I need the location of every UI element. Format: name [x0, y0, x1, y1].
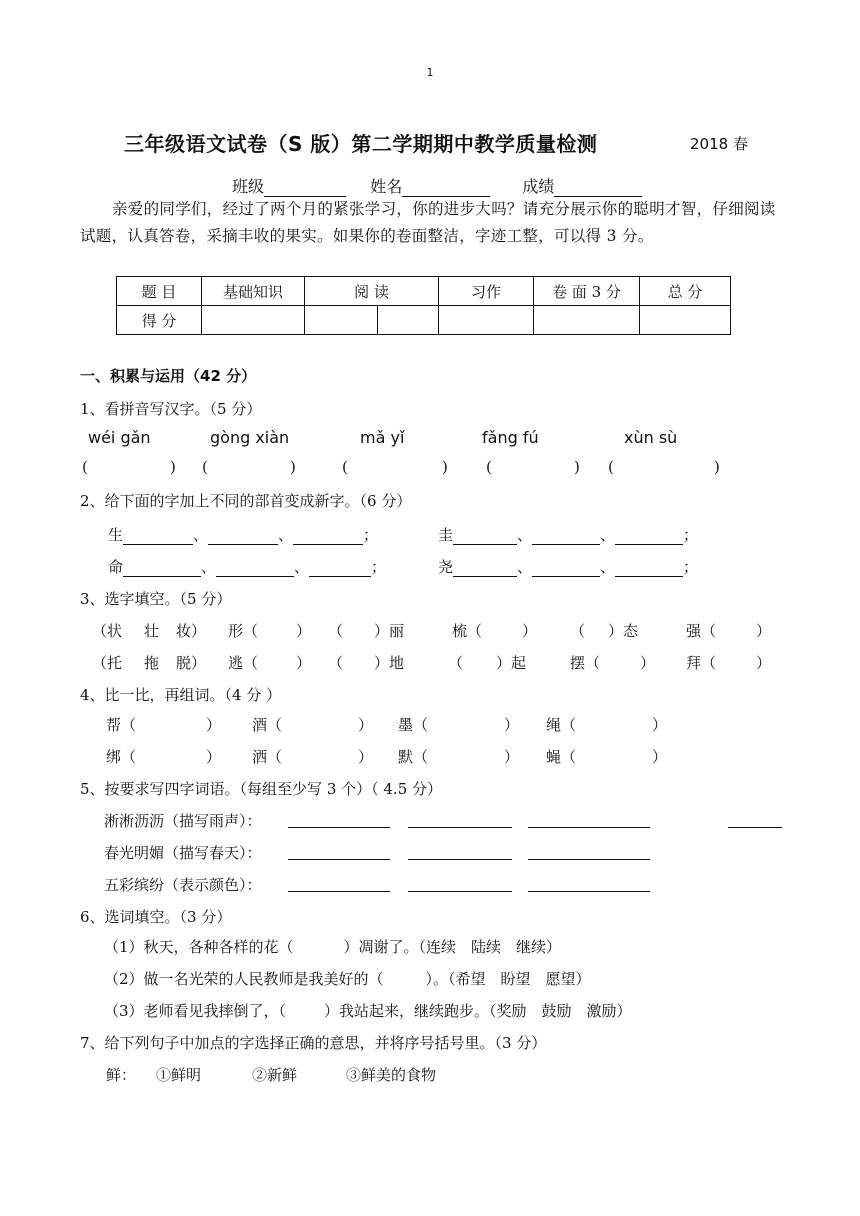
- score-cell[interactable]: [305, 306, 378, 335]
- q6-item: [104, 936, 561, 957]
- page-number: 1: [426, 66, 434, 79]
- answer-bracket-close: ): [290, 458, 296, 476]
- score-cell[interactable]: [640, 306, 731, 335]
- q4-token: ）: [504, 716, 520, 734]
- answer-blank[interactable]: [453, 561, 517, 577]
- q2-row-2-right: [438, 556, 698, 577]
- q4-token: ）: [652, 748, 668, 766]
- question-3-prompt: 3、选字填空。（5 分）: [80, 590, 232, 608]
- semicolon: ；: [371, 558, 387, 576]
- q7-option: ③鲜美的食物: [346, 1066, 437, 1084]
- score-cell[interactable]: [202, 306, 305, 335]
- q7-option: ①鲜明: [156, 1066, 202, 1084]
- answer-blank[interactable]: [615, 561, 683, 577]
- q3-token: ）: [756, 654, 772, 672]
- q5-item-label: 淅淅沥沥（描写雨声）：: [104, 812, 262, 830]
- pinyin-item: xùn sù: [624, 428, 678, 447]
- question-7-prompt: 7、给下列句子中加点的字选择正确的意思，并将序号括号里。（3 分）: [80, 1034, 547, 1052]
- q3-token: ）: [296, 654, 312, 672]
- q3-token: （托: [92, 654, 123, 672]
- header-cell: 阅 读: [305, 277, 439, 306]
- pinyin-item: wéi gǎn: [88, 428, 151, 447]
- answer-bracket-close: ): [574, 458, 580, 476]
- semicolon: ；: [683, 526, 699, 544]
- q6-item-options: ）凋谢了。（连续 陆续 继续）: [343, 938, 562, 956]
- answer-blank[interactable]: [123, 561, 201, 577]
- base-character: 圭: [438, 526, 454, 544]
- answer-bracket-open: (: [486, 458, 492, 476]
- separator: 、: [294, 558, 310, 576]
- class-label: 班级: [232, 177, 265, 196]
- q3-token: （: [448, 654, 464, 672]
- answer-blank[interactable]: [288, 812, 390, 828]
- intro-paragraph: 亲爱的同学们，经过了两个月的紧张学习，你的进步大吗？请充分展示你的聪明才智，仔细阅读试题，认真答卷，采摘丰收的果实。如果你的卷面整洁，字迹工整，可以得 3 分。: [80, 200, 776, 245]
- row-label-cell: 得 分: [117, 306, 202, 335]
- q5-item-label: 春光明媚（描写春天）：: [104, 844, 262, 862]
- section-title: 一、积累与运用（42 分）: [80, 367, 257, 385]
- q4-token: ）: [358, 716, 374, 734]
- q4-token: ）: [358, 748, 374, 766]
- answer-bracket-open: (: [342, 458, 348, 476]
- name-blank[interactable]: [402, 180, 490, 197]
- q4-token: ）: [206, 716, 222, 734]
- q3-token: ）丽: [374, 622, 405, 640]
- header-cell: 卷 面 3 分: [534, 277, 640, 306]
- answer-blank[interactable]: [216, 561, 294, 577]
- header-cell: 总 分: [640, 277, 731, 306]
- separator: 、: [193, 526, 209, 544]
- answer-bracket-close: ): [170, 458, 176, 476]
- semicolon: ；: [363, 526, 379, 544]
- answer-blank[interactable]: [123, 529, 193, 545]
- q6-item: [104, 968, 591, 989]
- q7-word: 鲜：: [106, 1066, 137, 1084]
- q4-token: 墨（: [398, 716, 429, 734]
- q2-row-2-left: [108, 556, 386, 577]
- class-blank[interactable]: [264, 180, 346, 197]
- score-cell[interactable]: [534, 306, 640, 335]
- answer-blank[interactable]: [408, 844, 512, 860]
- answer-bracket-close: ): [442, 458, 448, 476]
- q3-token: 摆（: [570, 654, 601, 672]
- q3-token: ）态: [608, 622, 639, 640]
- q4-token: 帮（: [106, 716, 137, 734]
- q4-token: ）: [504, 748, 520, 766]
- q4-token: 默（: [398, 748, 429, 766]
- student-info: [232, 174, 642, 197]
- answer-bracket-close: ): [714, 458, 720, 476]
- separator: 、: [517, 558, 533, 576]
- q3-token: （: [328, 654, 344, 672]
- question-2-prompt: 2、给下面的字加上不同的部首变成新字。（6 分）: [80, 492, 412, 510]
- q3-token: ）: [756, 622, 772, 640]
- answer-bracket-open: (: [202, 458, 208, 476]
- q3-token: 拜（: [686, 654, 717, 672]
- q3-token: 脱）: [176, 654, 207, 672]
- q7-option: ②新鲜: [252, 1066, 298, 1084]
- base-character: 命: [108, 558, 124, 576]
- q3-token: 妆）: [176, 622, 207, 640]
- answer-blank[interactable]: [532, 561, 600, 577]
- answer-blank[interactable]: [293, 529, 363, 545]
- answer-blank[interactable]: [208, 529, 278, 545]
- answer-bracket-open: (: [608, 458, 614, 476]
- q2-row-1-right: [438, 524, 698, 545]
- exam-year: 2018 春: [690, 135, 748, 153]
- answer-blank[interactable]: [288, 844, 390, 860]
- q4-token: 绑（: [106, 748, 137, 766]
- q3-token: ）起: [496, 654, 527, 672]
- answer-blank[interactable]: [408, 812, 512, 828]
- base-character: 生: [108, 526, 124, 544]
- score-table: [116, 276, 731, 335]
- q3-token: 逃（: [228, 654, 259, 672]
- separator: 、: [600, 526, 616, 544]
- separator: 、: [201, 558, 217, 576]
- q4-token: 洒（: [252, 748, 283, 766]
- q3-token: 壮: [144, 622, 160, 640]
- answer-bracket-open: (: [82, 458, 88, 476]
- answer-blank[interactable]: [309, 561, 371, 577]
- q3-token: ）: [640, 654, 656, 672]
- score-table-score-row: [117, 306, 731, 335]
- q4-token: 酒（: [252, 716, 283, 734]
- score-cell[interactable]: [439, 306, 534, 335]
- answer-blank[interactable]: [408, 876, 512, 892]
- q6-item-options: ）我站起来，继续跑步。（奖励 鼓励 激励）: [324, 1002, 632, 1020]
- q4-token: 绳（: [546, 716, 577, 734]
- q3-token: ）: [522, 622, 538, 640]
- answer-blank[interactable]: [532, 529, 600, 545]
- score-table-header-row: [117, 277, 731, 306]
- q3-token: ）地: [374, 654, 405, 672]
- score-cell[interactable]: [378, 306, 439, 335]
- separator: 、: [600, 558, 616, 576]
- q4-token: ）: [652, 716, 668, 734]
- base-character: 尧: [438, 558, 454, 576]
- score-label: 成绩: [522, 177, 555, 196]
- header-cell: 基础知识: [202, 277, 305, 306]
- q3-token: 梳（: [452, 622, 483, 640]
- q6-item: [104, 1000, 632, 1021]
- answer-blank[interactable]: [528, 812, 650, 828]
- semicolon: ；: [683, 558, 699, 576]
- score-blank[interactable]: [554, 180, 642, 197]
- q3-token: （: [570, 622, 586, 640]
- answer-blank[interactable]: [288, 876, 390, 892]
- q6-item-text: （2）做一名光荣的人民教师是我美好的（: [104, 970, 384, 988]
- question-5-prompt: 5、按要求写四字词语。（每组至少写 3 个）（ 4.5 分）: [80, 780, 443, 798]
- question-4-prompt: 4、比一比，再组词。（4 分 ）: [80, 686, 282, 704]
- separator: 、: [278, 526, 294, 544]
- q4-token: 蝇（: [546, 748, 577, 766]
- answer-blank[interactable]: [528, 844, 650, 860]
- pinyin-item: gòng xiàn: [210, 428, 290, 447]
- answer-blank[interactable]: [615, 529, 683, 545]
- q3-token: 形（: [228, 622, 259, 640]
- q3-token: 拖: [144, 654, 160, 672]
- page-title: 三年级语文试卷（S 版）第二学期期中教学质量检测: [124, 132, 598, 156]
- separator: 、: [517, 526, 533, 544]
- question-6-prompt: 6、选词填空。（3 分）: [80, 908, 232, 926]
- q3-token: ）: [296, 622, 312, 640]
- header-cell: 习作: [439, 277, 534, 306]
- q6-item-text: （1）秋天，各种各样的花（: [104, 938, 294, 956]
- q2-row-1-left: [108, 524, 378, 545]
- answer-blank[interactable]: [528, 876, 650, 892]
- q3-token: （: [328, 622, 344, 640]
- pinyin-item: fǎng fú: [482, 428, 539, 447]
- q4-token: ）: [206, 748, 222, 766]
- name-label: 姓名: [370, 177, 403, 196]
- q5-item-label: 五彩缤纷（表示颜色）：: [104, 876, 262, 894]
- header-cell: 题 目: [117, 277, 202, 306]
- answer-blank[interactable]: [453, 529, 517, 545]
- question-1-prompt: 1、看拼音写汉字。（5 分）: [80, 400, 262, 418]
- answer-blank[interactable]: [728, 812, 782, 828]
- q6-item-options: ）。（希望 盼望 愿望）: [425, 970, 591, 988]
- q3-token: 强（: [686, 622, 717, 640]
- pinyin-item: mǎ yǐ: [360, 428, 405, 447]
- q3-token: （状: [92, 622, 123, 640]
- q6-item-text: （3）老师看见我摔倒了，（: [104, 1002, 287, 1020]
